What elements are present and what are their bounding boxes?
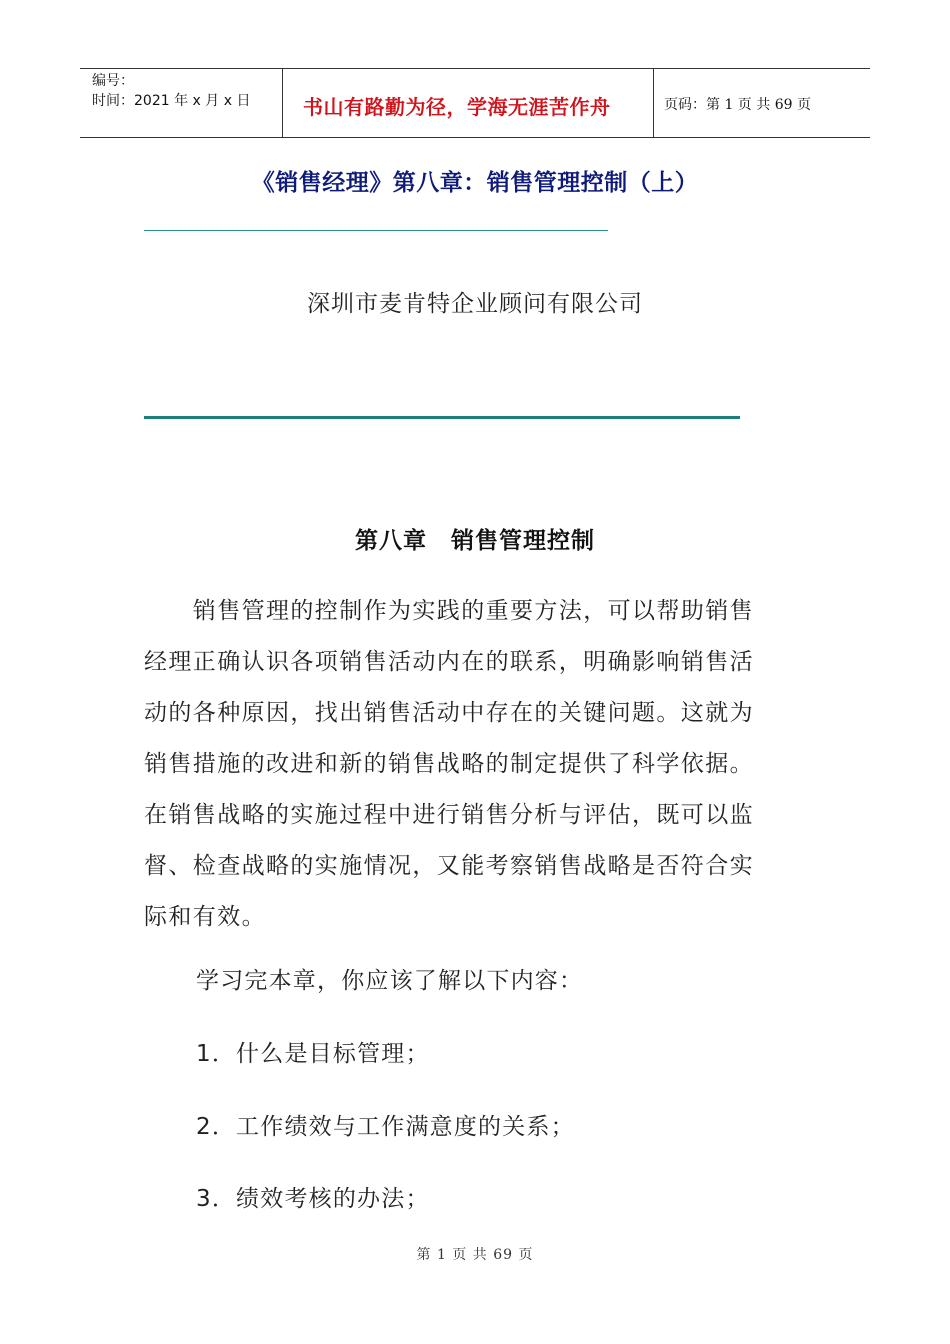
intro-paragraph — [144, 586, 794, 943]
page-footer: 第 1 页 共 69 页 — [416, 1247, 534, 1263]
document-header-table — [80, 68, 870, 138]
header-number-label: 编号： — [92, 73, 134, 89]
intro-line: 销售管理的控制作为实践的重要方法，可以帮助销售 — [144, 598, 754, 624]
intro-line: 督、检查战略的实施情况，又能考察销售战略是否符合实 — [144, 853, 754, 879]
list-item — [196, 1108, 575, 1141]
list-item-number: 3． — [196, 1186, 237, 1212]
intro-line: 在销售战略的实施过程中进行销售分析与评估，既可以监 — [144, 802, 754, 828]
header-meta-cell — [80, 69, 282, 137]
intro-line: 销售措施的改进和新的销售战略的制定提供了科学依据。 — [144, 751, 754, 777]
header-page-info: 页码：第 1 页 共 69 页 — [664, 97, 811, 113]
document-title: 《销售经理》第八章：销售管理控制（上） — [251, 169, 699, 196]
intro-line: 动的各种原因，找出销售活动中存在的关键问题。这就为 — [144, 700, 754, 726]
intro-line: 经理正确认识各项销售活动内在的联系，明确影响销售活 — [144, 649, 754, 675]
list-item-number: 1． — [196, 1041, 237, 1067]
header-time-label: 时间：2021 年 x 月 x 日 — [92, 93, 251, 109]
list-item — [196, 1180, 430, 1213]
list-item-text: 工作绩效与工作满意度的关系； — [236, 1114, 575, 1140]
chapter-heading: 第八章 销售管理控制 — [355, 527, 595, 554]
intro-line: 际和有效。 — [144, 904, 266, 930]
list-item-text: 什么是目标管理； — [236, 1041, 430, 1067]
list-item-text: 绩效考核的办法； — [236, 1186, 430, 1212]
header-motto: 书山有路勤为径，学海无涯苦作舟 — [282, 69, 654, 137]
company-name: 深圳市麦肯特企业顾问有限公司 — [307, 291, 643, 317]
list-item — [196, 1035, 430, 1068]
learning-intro: 学习完本章，你应该了解以下内容： — [196, 968, 584, 994]
title-divider — [144, 230, 608, 231]
list-item-number: 2． — [196, 1114, 237, 1140]
company-divider — [144, 416, 740, 419]
